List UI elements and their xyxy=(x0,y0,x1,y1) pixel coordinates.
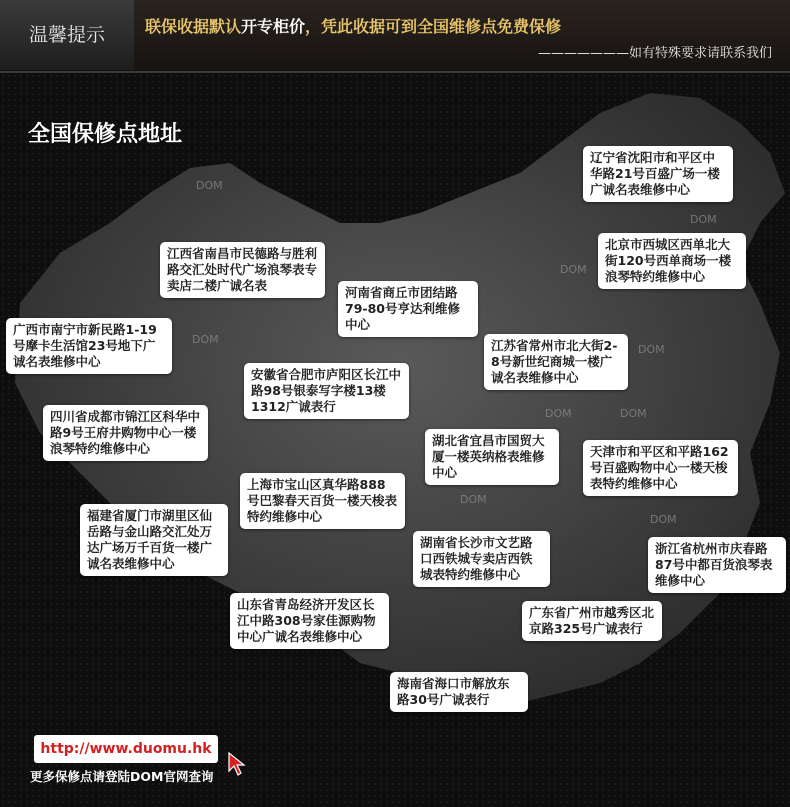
service-map xyxy=(0,73,790,807)
location-card-nanchang: 江西省南昌市民德路与胜利路交汇处时代广场浪琴表专卖店二楼广诚名表 xyxy=(160,242,325,298)
notice-message-suffix: ，凭此收据可到全国维修点免费保修 xyxy=(305,17,562,36)
watermark-text: DOM xyxy=(192,333,219,346)
watermark-text: DOM xyxy=(690,213,717,226)
location-card-yichang: 湖北省宜昌市国贸大厦一楼英纳格表维修中心 xyxy=(425,429,559,485)
cursor-arrow-icon xyxy=(226,751,248,777)
location-card-xiamen: 福建省厦门市湖里区仙岳路与金山路交汇处万达广场万千百货一楼广诚名表维修中心 xyxy=(80,504,228,576)
website-note: 更多保修点请登陆DOM官网查询 xyxy=(30,769,214,784)
location-card-shangqiu: 河南省商丘市团结路79-80号亨达利维修中心 xyxy=(338,281,478,337)
watermark-text: DOM xyxy=(650,513,677,526)
location-card-hangzhou: 浙江省杭州市庆春路87号中都百货浪琴表维修中心 xyxy=(648,537,786,593)
watermark-text: DOM xyxy=(196,179,223,192)
location-card-hefei: 安徽省合肥市庐阳区长江中路98号银泰写字楼13楼1312广诚表行 xyxy=(244,363,409,419)
location-card-shenyang: 辽宁省沈阳市和平区中华路21号百盛广场一楼广诚名表维修中心 xyxy=(583,146,733,202)
notice-message-prefix: 联保收据默认 xyxy=(145,17,242,36)
website-link[interactable]: http://www.duomu.hk xyxy=(34,735,218,763)
watermark-text: DOM xyxy=(620,407,647,420)
notice-message-highlight: 开专柜价 xyxy=(241,17,306,36)
watermark-text: DOM xyxy=(560,263,587,276)
location-card-changsha: 湖南省长沙市文艺路口西铁城专卖店西铁城表特约维修中心 xyxy=(413,531,550,587)
notice-contact-line: ———————如有特殊要求请联系我们 xyxy=(537,46,772,61)
location-card-qingdao: 山东省青岛经济开发区长江中路308号家佳源购物中心广诚名表维修中心 xyxy=(230,593,389,649)
notice-tag: 温馨提示 xyxy=(0,0,134,70)
location-card-guangzhou: 广东省广州市越秀区北京路325号广诚表行 xyxy=(522,601,662,641)
location-card-haikou: 海南省海口市解放东路30号广诚表行 xyxy=(390,672,528,712)
watermark-text: DOM xyxy=(460,493,487,506)
notice-header xyxy=(0,0,790,70)
notice-message xyxy=(145,14,561,37)
location-card-shanghai: 上海市宝山区真华路888号巴黎春天百货一楼天梭表特约维修中心 xyxy=(240,473,405,529)
watermark-text: DOM xyxy=(545,407,572,420)
location-card-changzhou: 江苏省常州市北大街2-8号新世纪商城一楼广诚名表维修中心 xyxy=(484,334,628,390)
location-card-nanning: 广西市南宁市新民路1-19号摩卡生活馆23号地下广诚名表维修中心 xyxy=(6,318,172,374)
location-card-beijing: 北京市西城区西单北大街120号西单商场一楼浪琴特约维修中心 xyxy=(598,233,746,289)
page-title: 全国保修点地址 xyxy=(28,122,183,147)
watermark-text: DOM xyxy=(638,343,665,356)
location-card-tianjin: 天津市和平区和平路162号百盛购物中心一楼天梭表特约维修中心 xyxy=(583,440,738,496)
location-card-chengdu: 四川省成都市锦江区科华中路9号王府井购物中心一楼浪琴特约维修中心 xyxy=(43,405,208,461)
